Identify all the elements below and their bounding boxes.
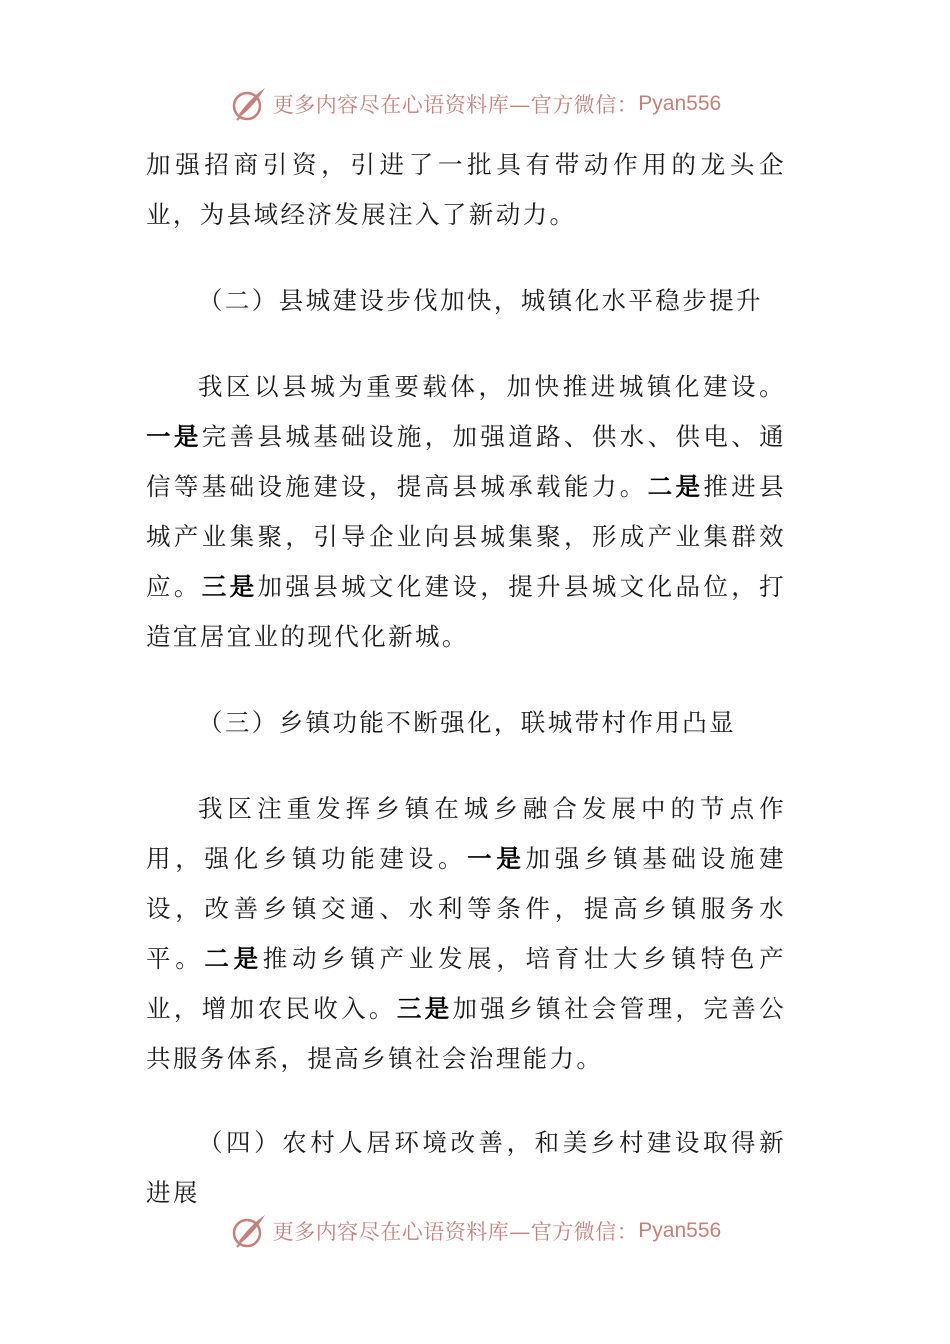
bold-marker: 三是 [396, 994, 453, 1023]
section-heading-4: （四）农村人居环境改善，和美乡村建设取得新进展 [146, 1128, 786, 1207]
paragraph-continued: 加强招商引资，引进了一批具有带动作用的龙头企业，为县域经济发展注入了新动力。 [146, 150, 786, 229]
bold-marker: 一是 [467, 844, 526, 873]
text-run: 加强县城文化建设，提升县城文化品位，打造宜居宜业的现代化新城。 [146, 572, 786, 651]
footer-banner [0, 1209, 950, 1253]
text-run: 完善县城基础设施，加强道路、供水、供电、通信等基础设施建设，提高县城承载能力。 [146, 422, 786, 501]
banner-text: 更多内容尽在心语资料库—官方微信： [272, 93, 639, 117]
quill-pen-logo-icon [229, 84, 269, 124]
paragraph-section-3 [146, 784, 786, 1084]
banner-text: 更多内容尽在心语资料库—官方微信： [272, 1220, 639, 1244]
text-run: 我区以县城为重要载体，加快推进城镇化建设。 [198, 372, 786, 401]
section-heading-3: （三）乡镇功能不断强化，联城带村作用凸显 [198, 708, 736, 737]
bold-marker: 一是 [146, 422, 202, 451]
header-banner [0, 82, 950, 126]
section-heading-2: （二）县城建设步伐加快，城镇化水平稳步提升 [198, 286, 763, 315]
text-run: 推动乡镇产业发展，培育壮大乡镇特色产业，增加农民收入。 [146, 944, 786, 1023]
text-run: 加强乡镇基础设施建设，改善乡镇交通、水利等条件，提高乡镇服务水平。 [146, 844, 786, 973]
text-run: 加强乡镇社会管理，完善公共服务体系，提高乡镇社会治理能力。 [146, 994, 786, 1073]
banner-wechat-id: Pyan556 [638, 1219, 722, 1242]
text-run: 我区注重发挥乡镇在城乡融合发展中的节点作用，强化乡镇功能建设。 [146, 794, 786, 873]
bold-marker: 三是 [201, 572, 258, 601]
document-body [146, 140, 786, 1218]
bold-marker: 二是 [647, 472, 704, 501]
quill-pen-logo-icon [229, 1211, 269, 1251]
text-run: 推进县城产业集聚，引导企业向县城集聚，形成产业集群效应。 [146, 472, 787, 601]
paragraph-section-2 [146, 362, 786, 662]
bold-marker: 二是 [204, 944, 263, 973]
banner-wechat-id: Pyan556 [638, 92, 722, 115]
